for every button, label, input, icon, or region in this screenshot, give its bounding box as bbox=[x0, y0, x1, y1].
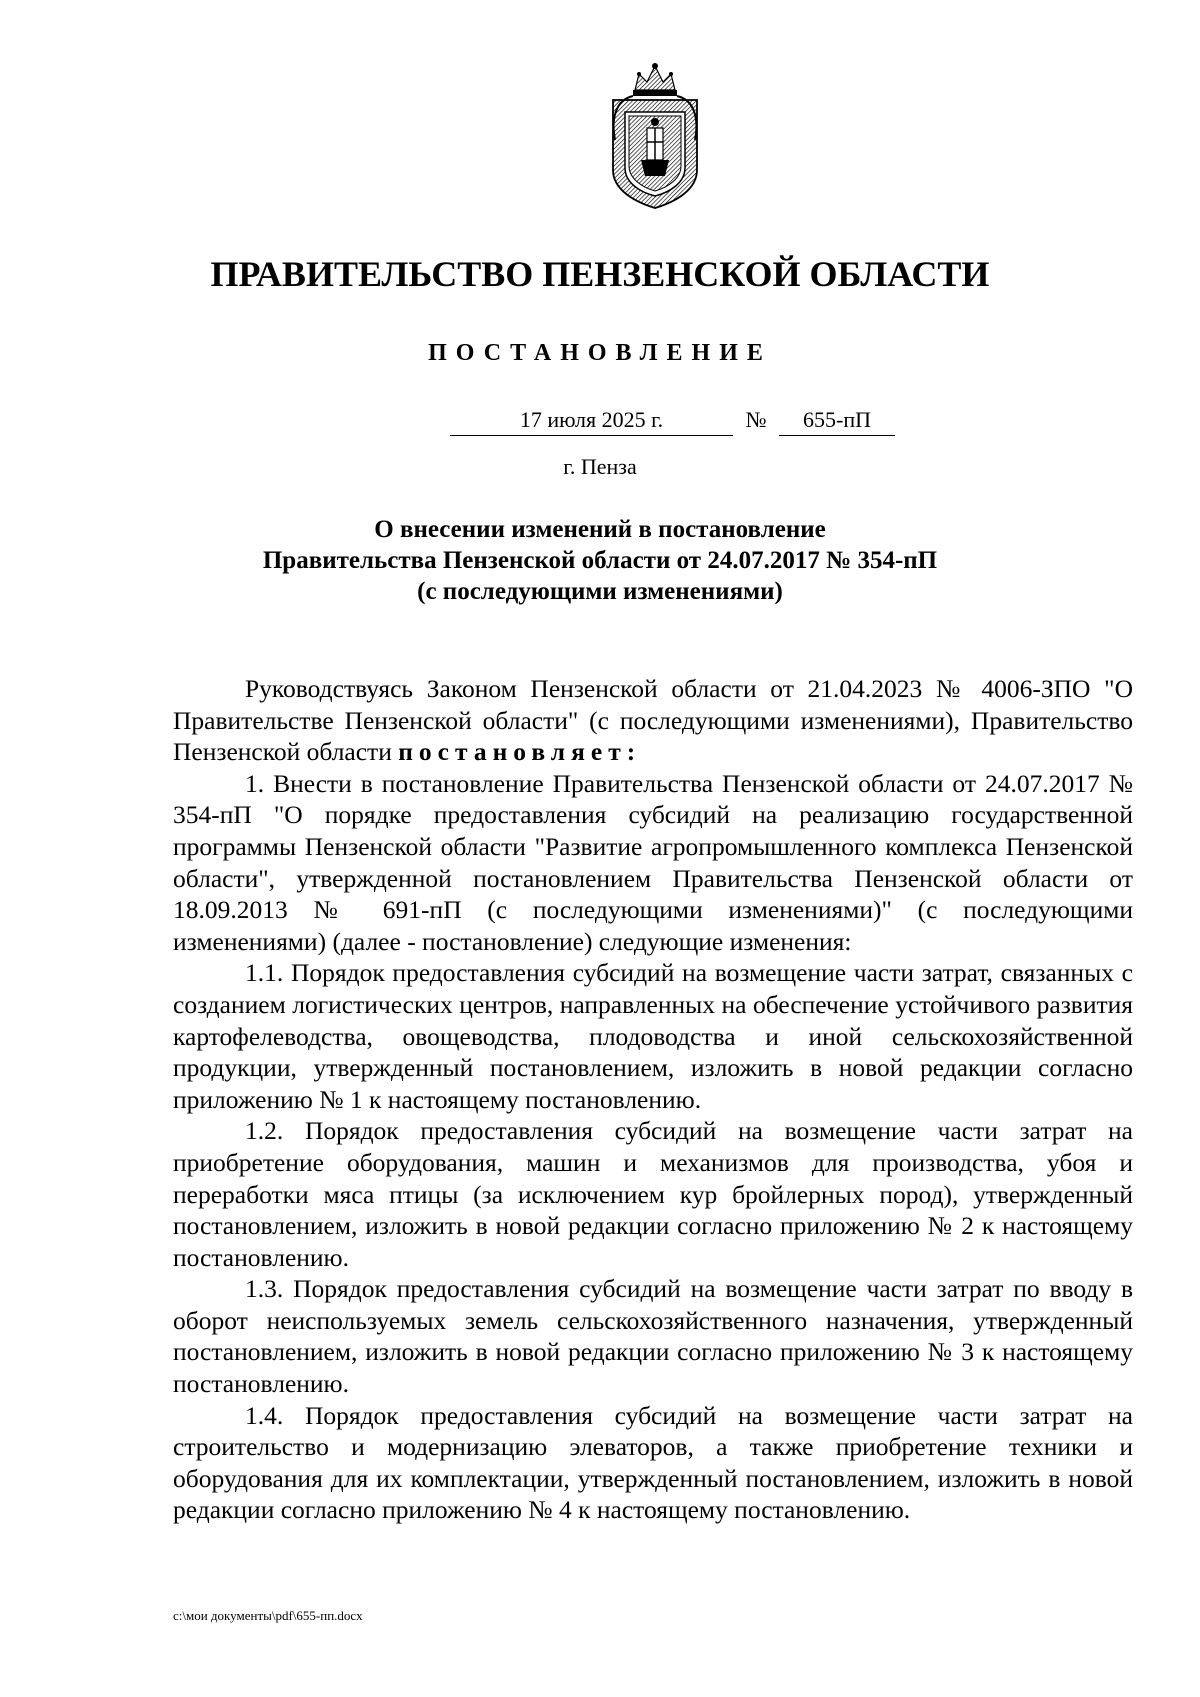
heading-line-2: Правительства Пензенской области от 24.07.2017 № 354-пП bbox=[262, 547, 938, 574]
paragraph-1-4: 1.4. Порядок предоставления субсидий на возмещение части затрат на строительство и модернизацию элеваторов, а также приобретение техники и оборудования для их комплектации, утвержденный постановлением, изложить в новой редакции согласно приложению № 4 к настоящему постановлению. bbox=[173, 1400, 1133, 1525]
heading-line-3: (с последующими изменениями) bbox=[417, 578, 783, 605]
coat-of-arms-emblem bbox=[605, 60, 705, 210]
paragraph-1-3: 1.3. Порядок предоставления субсидий на возмещение части затрат по вводу в оборот неиспользуемых земель сельскохозяйственного назначения, утвержденный постановлением, изложить в новой редакции согласно приложению № 3 к настоящему постановлению. bbox=[173, 1274, 1133, 1399]
paragraph-1: 1. Внести в постановление Правительства Пензенской области от 24.07.2017 № 354-пП "О порядке предоставления субсидий на реализацию государственной программы Пензенской области "Развитие агропромышленного комплекса Пензенской области", утвержденной постановлением Правительства Пензенской области от 18.09.2013 № 691-пП (с последующими изменениями)" (с последующими изменениями) (далее - постановление) следующие изменения: bbox=[173, 768, 1133, 956]
city-name: г. Пенза bbox=[563, 454, 637, 479]
document-type: ПОСТАНОВЛЕНИЕ bbox=[428, 340, 772, 366]
paragraph-1-1: 1.1. Порядок предоставления субсидий на возмещение части затрат, связанных с созданием логистических центров, направленных на обеспечение устойчивого развития картофелеводства, овощеводства, плодоводства и иной сельскохозяйственной продукции, утвержденный постановлением, изложить в новой редакции согласно приложению № 1 к настоящему постановлению. bbox=[173, 958, 1133, 1114]
document-heading bbox=[0, 514, 1200, 607]
paragraph-1-2: 1.2. Порядок предоставления субсидий на возмещение части затрат на приобретение оборудования, машин и механизмов для производства, убоя и переработки мяса птицы (за исключением кур бройлерных пород), утвержденный постановлением, изложить в новой редакции согласно приложению № 2 к настоящему постановлению. bbox=[173, 1116, 1133, 1272]
preamble-text: Руководствуясь Законом Пензенской области от 21.04.2023 № 4006-ЗПО "О Правительстве Пензенской области" (с последующими изменениями), Правительство Пензенской области bbox=[173, 674, 1133, 767]
organization-title: ПРАВИТЕЛЬСТВО ПЕНЗЕНСКОЙ ОБЛАСТИ bbox=[210, 254, 990, 294]
document-number: 655-пП bbox=[779, 405, 895, 436]
heading-line-1: О внесении изменений в постановление bbox=[374, 516, 826, 543]
document-body bbox=[173, 673, 1133, 1526]
paragraph-preamble bbox=[173, 673, 1133, 768]
document-date: 17 июля 2025 г. bbox=[450, 405, 733, 436]
footer-file-path: c:\мои документы\pdf\655-пп.docx bbox=[173, 1608, 363, 1623]
resolves-word: постановляет: bbox=[398, 737, 642, 767]
number-sign: № bbox=[745, 407, 767, 432]
